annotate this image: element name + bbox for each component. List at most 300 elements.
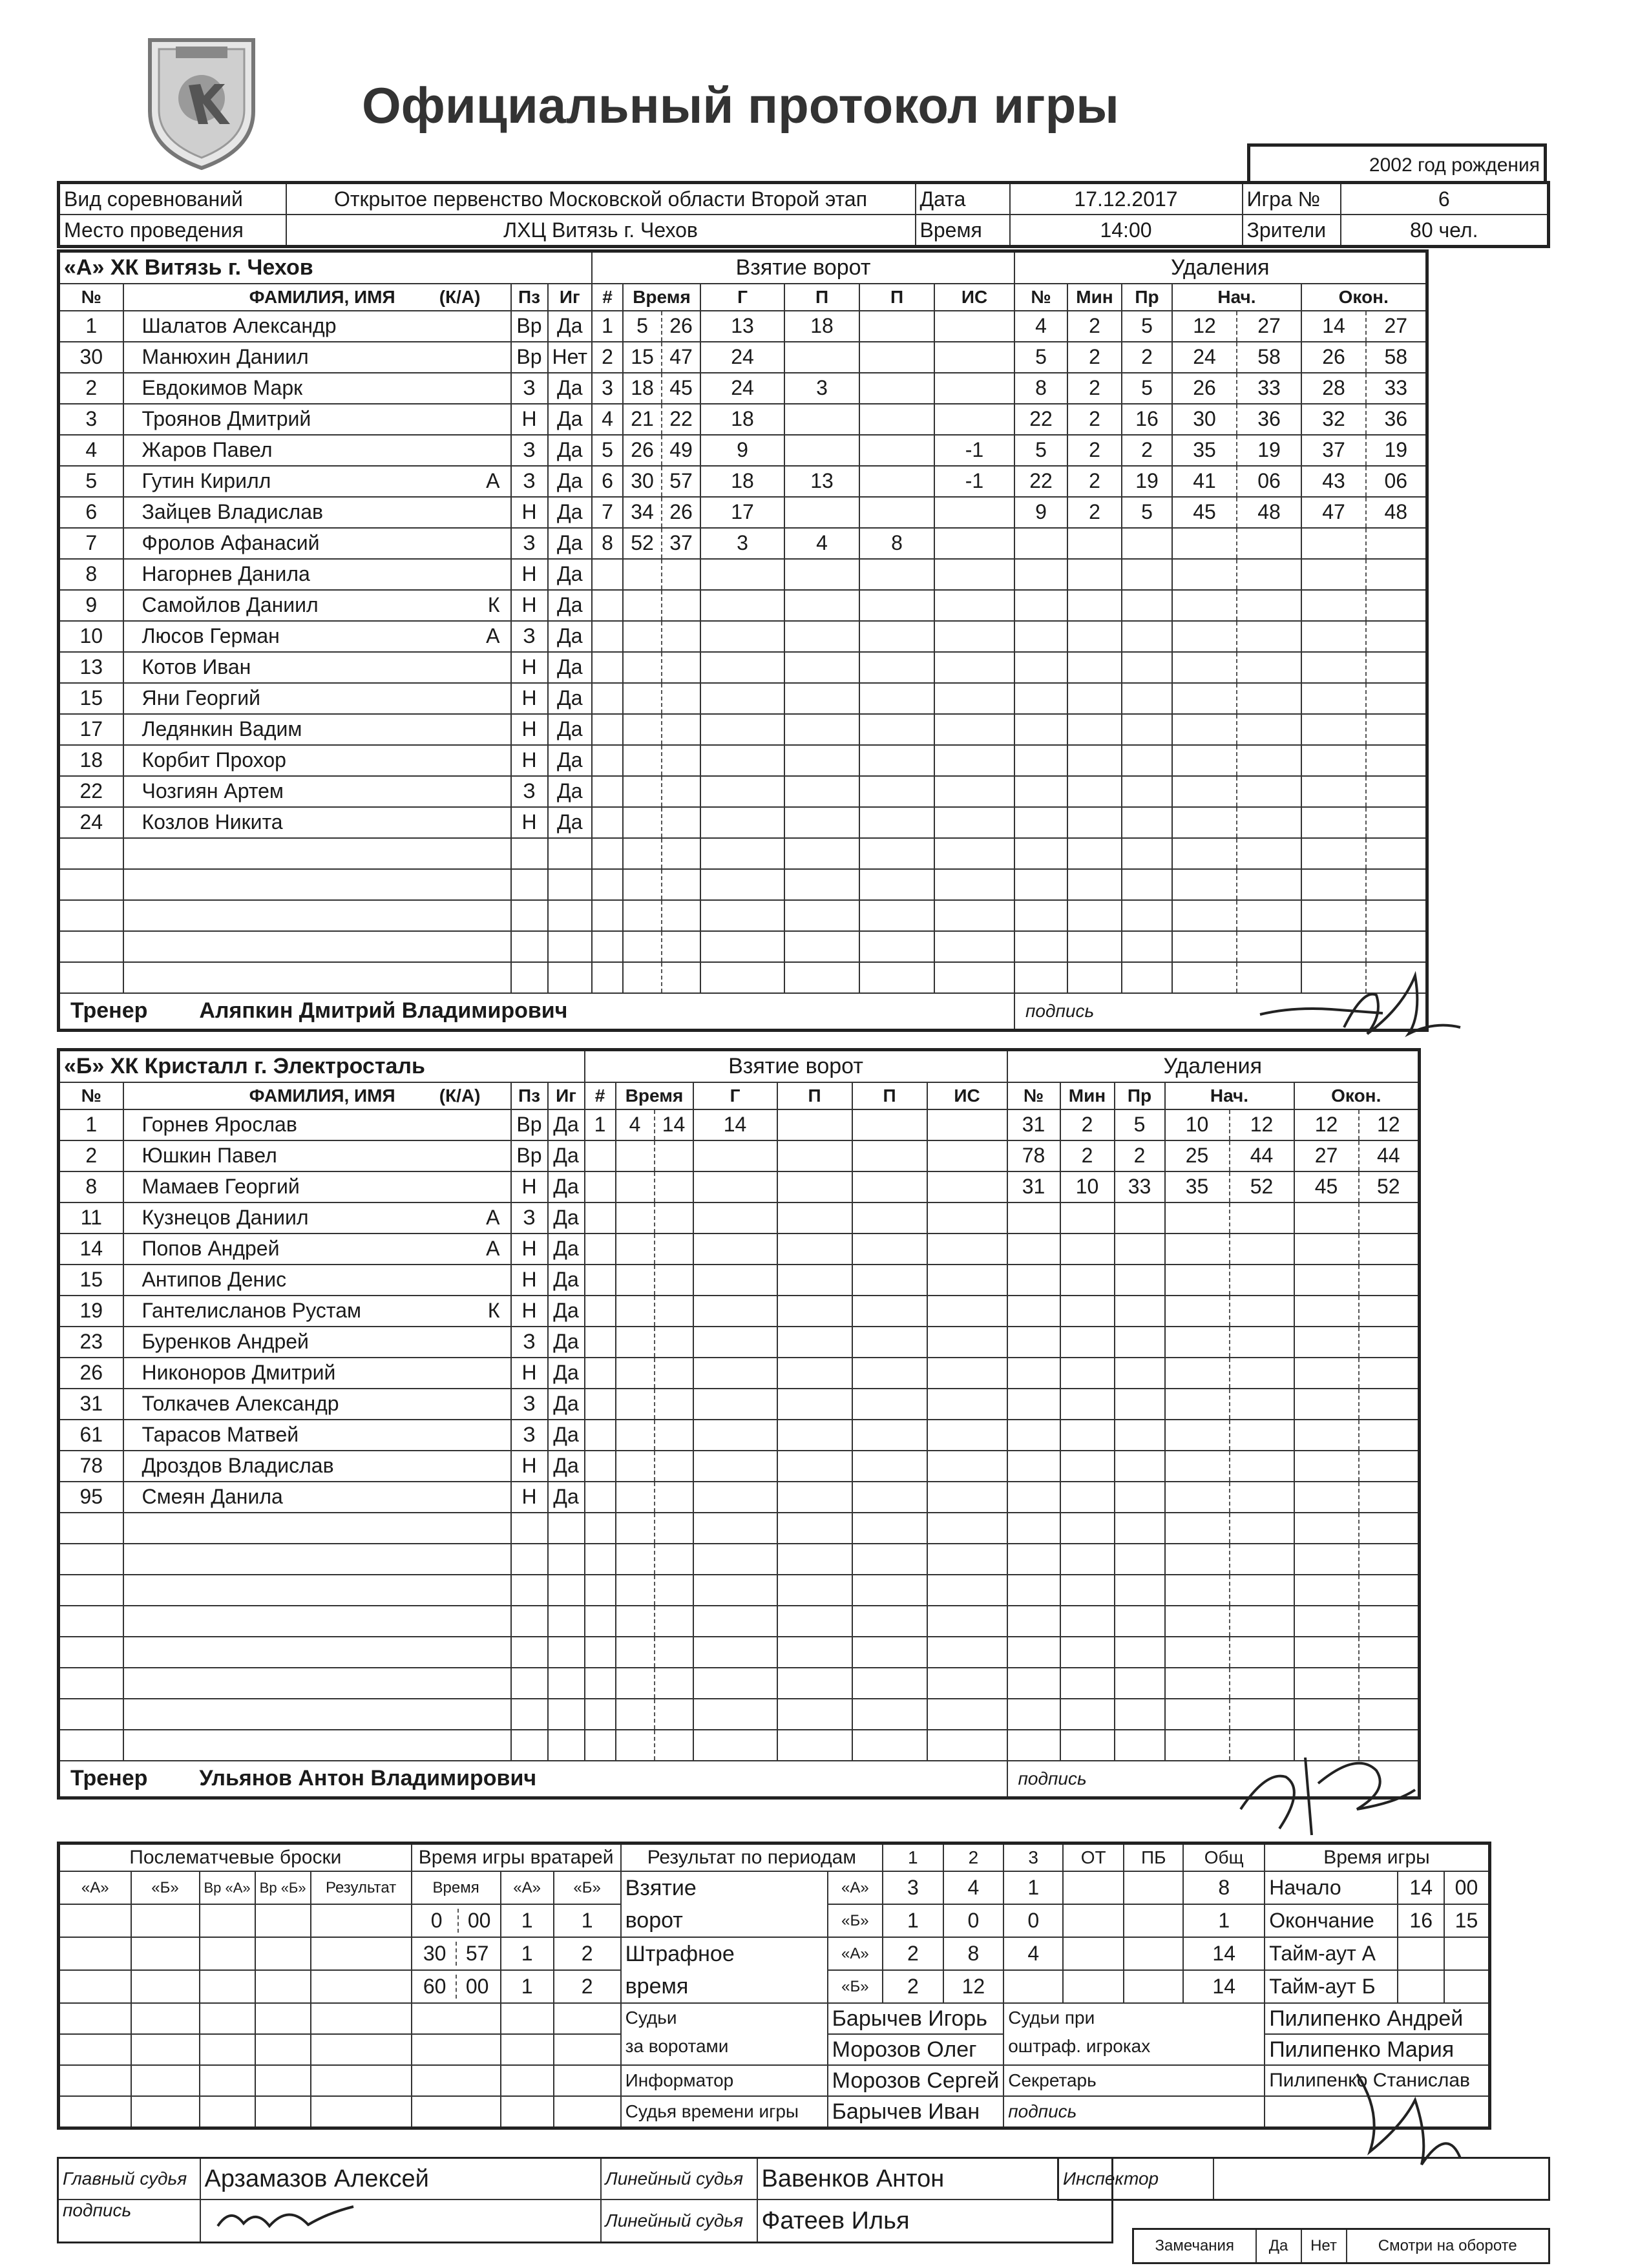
goals-b-p3: 0 xyxy=(1003,1904,1063,1937)
penalty-start-min: 12 xyxy=(1172,311,1237,342)
penalty-end-min xyxy=(1294,1544,1359,1575)
goals-b-ot xyxy=(1063,1904,1124,1937)
penalty-reason: 33 xyxy=(1115,1171,1165,1202)
goal-assist-1 xyxy=(777,1668,852,1699)
goal-assist-1 xyxy=(784,807,859,838)
remarks-table xyxy=(1132,2228,1550,2264)
player-name: Манюхин Даниил xyxy=(142,345,309,368)
goal-assist-1 xyxy=(784,838,859,869)
goal-assist-1 xyxy=(784,559,859,590)
goal-number: 1 xyxy=(585,1109,616,1140)
penalty-end-sec xyxy=(1359,1358,1420,1389)
goal-second: 49 xyxy=(662,435,700,466)
player-played xyxy=(548,1544,585,1575)
player-played: Да xyxy=(548,807,593,838)
goal-scorer xyxy=(700,714,784,745)
goal-assist-2 xyxy=(852,1699,927,1730)
penalty-minutes xyxy=(1067,745,1122,776)
penalty-end-min xyxy=(1294,1575,1359,1606)
goal-minute: 26 xyxy=(623,435,662,466)
penalty-reason xyxy=(1122,838,1172,869)
team-b-section xyxy=(57,1048,1421,1800)
penalty-end-sec xyxy=(1359,1265,1420,1296)
penalty-end-min xyxy=(1294,1637,1359,1668)
penalty-minutes xyxy=(1067,652,1122,683)
penalty-player: 31 xyxy=(1007,1109,1060,1140)
player-name-cell xyxy=(123,342,511,373)
spectators-value: 80 чел. xyxy=(1341,215,1549,247)
penalty-end-sec xyxy=(1359,1296,1420,1327)
coach-sign-label: подпись xyxy=(1018,1768,1087,1789)
goal-second xyxy=(655,1699,693,1730)
penalty-end-sec xyxy=(1359,1327,1420,1358)
player-number: 4 xyxy=(59,435,123,466)
penalty-start-sec xyxy=(1237,652,1301,683)
player-played: Да xyxy=(548,311,593,342)
penalty-end-min: 45 xyxy=(1294,1171,1359,1202)
penalty-end-min: 12 xyxy=(1294,1109,1359,1140)
penalty-end-min xyxy=(1301,745,1366,776)
player-name-cell xyxy=(123,311,511,342)
player-name-cell xyxy=(123,1606,511,1637)
goal-number: 7 xyxy=(592,497,623,528)
col-pen-min: Мин xyxy=(1067,284,1122,311)
penalty-reason xyxy=(1122,559,1172,590)
goal-scorer xyxy=(693,1420,777,1451)
penalty-start-sec xyxy=(1237,714,1301,745)
table-row xyxy=(59,1544,1420,1575)
player-name: Троянов Дмитрий xyxy=(142,407,311,430)
player-position: З xyxy=(511,435,548,466)
goal-assist-1 xyxy=(777,1699,852,1730)
penalty-reason: 16 xyxy=(1122,404,1172,435)
col-goal-g: Г xyxy=(700,284,784,311)
penalty-start-min xyxy=(1165,1637,1230,1668)
linesman-label-2: Линейный судья xyxy=(601,2200,757,2243)
goal-number: 3 xyxy=(592,373,623,404)
player-number: 22 xyxy=(59,776,123,807)
goal-assist-2 xyxy=(852,1109,927,1140)
penalty-end-min xyxy=(1301,869,1366,900)
goal-minute: 18 xyxy=(623,373,662,404)
penalty-reason xyxy=(1115,1327,1165,1358)
table-row xyxy=(59,1668,1420,1699)
page-title: Официальный протокол игры xyxy=(362,77,1119,134)
inspector-table xyxy=(1057,2157,1550,2201)
player-played xyxy=(548,1668,585,1699)
player-number: 14 xyxy=(59,1234,123,1265)
goal-strength xyxy=(927,1202,1007,1234)
player-position xyxy=(511,1544,548,1575)
player-name-cell xyxy=(123,869,511,900)
goal-assist-1 xyxy=(784,962,859,993)
goal-number xyxy=(585,1296,616,1327)
goals-b-p1: 1 xyxy=(883,1904,943,1937)
penalty-end-min xyxy=(1301,652,1366,683)
pen-a-ot xyxy=(1063,1937,1124,1970)
penalty-player xyxy=(1014,962,1067,993)
player-played: Да xyxy=(548,683,593,714)
player-position: Н xyxy=(511,1482,548,1513)
goal-assist-1 xyxy=(777,1420,852,1451)
goal-number xyxy=(585,1451,616,1482)
goal-minute xyxy=(616,1482,655,1513)
penalty-end-min xyxy=(1294,1265,1359,1296)
goal-second: 14 xyxy=(655,1109,693,1140)
player-position: Н xyxy=(511,714,548,745)
player-number xyxy=(59,1699,123,1730)
player-name-cell xyxy=(123,1140,511,1171)
col-goal-a1: П xyxy=(784,284,859,311)
player-name: Чозгиян Артем xyxy=(142,779,284,803)
penalty-end-min xyxy=(1294,1358,1359,1389)
player-name: Буренков Андрей xyxy=(142,1330,309,1353)
penalty-minutes xyxy=(1067,683,1122,714)
goals-b-pb xyxy=(1124,1904,1183,1937)
table-row xyxy=(59,807,1427,838)
penalty-end-sec xyxy=(1359,1699,1420,1730)
player-name: Ледянкин Вадим xyxy=(142,717,302,740)
goal-assist-2 xyxy=(859,683,934,714)
player-name: Смеян Данила xyxy=(142,1485,283,1508)
player-number: 15 xyxy=(59,683,123,714)
player-played: Да xyxy=(548,1171,585,1202)
goal-scorer: 3 xyxy=(700,528,784,559)
penalty-start-sec: 44 xyxy=(1230,1140,1294,1171)
player-position: Н xyxy=(511,1358,548,1389)
penalty-reason xyxy=(1115,1699,1165,1730)
penalty-start-sec: 33 xyxy=(1237,373,1301,404)
penalty-minutes: 2 xyxy=(1067,497,1122,528)
goal-number: 2 xyxy=(592,342,623,373)
goal-assist-1: 18 xyxy=(784,311,859,342)
goal-scorer xyxy=(693,1234,777,1265)
goal-second xyxy=(662,621,700,652)
table-row xyxy=(59,1327,1420,1358)
coach-cell xyxy=(59,1761,1007,1798)
goal-assist-2 xyxy=(859,776,934,807)
col-goal-a1: П xyxy=(777,1082,852,1109)
goal-number xyxy=(592,900,623,931)
penalty-start-sec: 12 xyxy=(1230,1109,1294,1140)
pen-b-total: 14 xyxy=(1183,1970,1265,2003)
penalty-player xyxy=(1007,1544,1060,1575)
penalty-reason xyxy=(1115,1389,1165,1420)
penalty-end-min xyxy=(1301,528,1366,559)
player-name-cell xyxy=(123,1420,511,1451)
game-number-value: 6 xyxy=(1341,183,1549,215)
player-number: 30 xyxy=(59,342,123,373)
coach-cell xyxy=(59,993,1015,1031)
penalty-start-sec xyxy=(1237,621,1301,652)
penalty-start-sec xyxy=(1230,1358,1294,1389)
period-2-header: 2 xyxy=(943,1843,1004,1872)
goal-scorer xyxy=(693,1513,777,1544)
goals-a-total: 8 xyxy=(1183,1871,1265,1904)
goal-number xyxy=(585,1234,616,1265)
penalty-player xyxy=(1007,1327,1060,1358)
penalty-start-min: 35 xyxy=(1172,435,1237,466)
goal-strength xyxy=(927,1606,1007,1637)
goal-assist-1 xyxy=(784,590,859,621)
goal-scorer xyxy=(700,621,784,652)
penalty-end-min xyxy=(1294,1699,1359,1730)
goal-assist-2 xyxy=(859,590,934,621)
penalty-player: 22 xyxy=(1014,404,1067,435)
player-name-cell xyxy=(123,1451,511,1482)
penalty-end-sec xyxy=(1366,869,1427,900)
penalty-start-min xyxy=(1172,528,1237,559)
penalty-start-sec xyxy=(1230,1296,1294,1327)
goalie-b-header: «Б» xyxy=(554,1871,621,1904)
timeout-b-label: Тайм-аут Б xyxy=(1265,1970,1398,2003)
penalty-reason xyxy=(1122,714,1172,745)
penalty-minutes xyxy=(1060,1296,1115,1327)
goal-scorer xyxy=(693,1544,777,1575)
penalty-start-min xyxy=(1165,1358,1230,1389)
goals-a-p2: 4 xyxy=(943,1871,1004,1904)
goal-number xyxy=(585,1699,616,1730)
goalie-row1-min: 0 xyxy=(430,1909,443,1932)
penalty-end-min xyxy=(1294,1482,1359,1513)
competition-label: Вид соревнований xyxy=(59,183,286,215)
goalie-row1-a: 1 xyxy=(501,1904,554,1937)
goal-number xyxy=(592,807,623,838)
pen-b-p1: 2 xyxy=(883,1970,943,2003)
player-number: 8 xyxy=(59,559,123,590)
penalty-minutes: 2 xyxy=(1060,1140,1115,1171)
penalty-start-min xyxy=(1165,1451,1230,1482)
penalty-reason xyxy=(1115,1544,1165,1575)
player-name-cell xyxy=(123,466,511,497)
player-name: Гутин Кирилл xyxy=(142,469,271,492)
goal-minute xyxy=(616,1451,655,1482)
goal-assist-2 xyxy=(859,311,934,342)
pen-a-team: «А» xyxy=(828,1937,883,1970)
goal-second: 26 xyxy=(662,497,700,528)
penalty-start-sec xyxy=(1230,1389,1294,1420)
penalty-minutes xyxy=(1060,1420,1115,1451)
penalty-end-sec xyxy=(1359,1513,1420,1544)
penalty-start-min: 26 xyxy=(1172,373,1237,404)
player-position xyxy=(511,838,548,869)
player-played: Да xyxy=(548,1389,585,1420)
penalty-start-min xyxy=(1172,838,1237,869)
goal-assist-1 xyxy=(777,1109,852,1140)
goal-assist-1 xyxy=(784,931,859,962)
penalty-reason: 2 xyxy=(1122,435,1172,466)
penalty-reason xyxy=(1115,1668,1165,1699)
goal-second xyxy=(662,683,700,714)
penalty-end-min xyxy=(1301,776,1366,807)
player-role: А xyxy=(486,624,500,647)
player-number: 19 xyxy=(59,1296,123,1327)
goal-minute xyxy=(616,1699,655,1730)
goal-second xyxy=(662,931,700,962)
table-row xyxy=(59,1575,1420,1606)
coach-sign-label: подпись xyxy=(1025,1000,1095,1021)
penalty-player xyxy=(1007,1202,1060,1234)
goal-judge-2: Морозов Олег xyxy=(828,2034,1004,2065)
goal-strength xyxy=(927,1389,1007,1420)
table-row xyxy=(59,869,1427,900)
goal-minute xyxy=(616,1265,655,1296)
penalty-start-sec xyxy=(1237,807,1301,838)
goal-minute xyxy=(623,931,662,962)
goal-assist-2 xyxy=(852,1140,927,1171)
goal-second xyxy=(662,869,700,900)
penalty-minutes xyxy=(1067,838,1122,869)
player-position xyxy=(511,1699,548,1730)
penalty-reason xyxy=(1115,1296,1165,1327)
player-played: Да xyxy=(548,1420,585,1451)
penalty-minutes xyxy=(1060,1637,1115,1668)
table-row xyxy=(59,528,1427,559)
player-position xyxy=(511,1637,548,1668)
penalty-start-sec xyxy=(1237,900,1301,931)
penalty-start-sec xyxy=(1230,1606,1294,1637)
player-number xyxy=(59,1575,123,1606)
goal-minute xyxy=(616,1202,655,1234)
goal-number: 8 xyxy=(592,528,623,559)
player-name: Шалатов Александр xyxy=(142,314,337,337)
penalty-minutes xyxy=(1067,559,1122,590)
player-name-cell xyxy=(123,1482,511,1513)
player-played: Нет xyxy=(548,342,593,373)
goal-number: 5 xyxy=(592,435,623,466)
goal-strength xyxy=(927,1544,1007,1575)
goal-strength xyxy=(934,528,1014,559)
penalty-minutes xyxy=(1067,900,1122,931)
goal-strength xyxy=(927,1420,1007,1451)
player-name-cell xyxy=(123,838,511,869)
penalty-start-sec: 19 xyxy=(1237,435,1301,466)
penalty-player xyxy=(1014,528,1067,559)
penalty-minutes xyxy=(1067,807,1122,838)
referee-signature-scribble xyxy=(205,2200,373,2236)
player-number: 2 xyxy=(59,373,123,404)
goalie-row3 xyxy=(412,1970,501,2003)
player-number xyxy=(59,1637,123,1668)
goal-strength xyxy=(927,1327,1007,1358)
player-number xyxy=(59,1668,123,1699)
player-position: З xyxy=(511,1202,548,1234)
goal-assist-1 xyxy=(777,1482,852,1513)
goal-number xyxy=(585,1606,616,1637)
referee-signature xyxy=(200,2200,601,2243)
penalty-reason: 5 xyxy=(1122,311,1172,342)
table-row xyxy=(59,466,1427,497)
penalty-end-min xyxy=(1294,1202,1359,1234)
player-position: З xyxy=(511,373,548,404)
player-number: 8 xyxy=(59,1171,123,1202)
goal-second xyxy=(662,776,700,807)
table-row xyxy=(59,745,1427,776)
goal-assist-2 xyxy=(859,435,934,466)
table-row xyxy=(59,1358,1420,1389)
goal-strength xyxy=(927,1482,1007,1513)
player-number xyxy=(59,1513,123,1544)
penalty-end-sec xyxy=(1359,1637,1420,1668)
penalty-player xyxy=(1007,1265,1060,1296)
penalty-end-min: 14 xyxy=(1301,311,1366,342)
col-goal-is: ИС xyxy=(927,1082,1007,1109)
game-time-title: Время игры xyxy=(1265,1843,1489,1872)
goal-strength: -1 xyxy=(934,466,1014,497)
player-number: 17 xyxy=(59,714,123,745)
team-a-section xyxy=(57,249,1429,1032)
goal-assist-1 xyxy=(777,1327,852,1358)
penalty-end-sec: 52 xyxy=(1359,1171,1420,1202)
penalty-minutes xyxy=(1060,1234,1115,1265)
col-pen-reason: Пр xyxy=(1115,1082,1165,1109)
player-number xyxy=(59,838,123,869)
shootout-goalie-b-header: Вр «Б» xyxy=(255,1871,311,1904)
player-played: Да xyxy=(548,559,593,590)
penalty-player xyxy=(1007,1296,1060,1327)
penalty-judges-line1: Судьи при xyxy=(1008,2008,1095,2028)
penalty-minutes: 2 xyxy=(1067,373,1122,404)
penalty-reason xyxy=(1122,652,1172,683)
goal-strength xyxy=(934,652,1014,683)
player-name-cell xyxy=(123,1544,511,1575)
penalty-player: 4 xyxy=(1014,311,1067,342)
goal-assist-1 xyxy=(777,1730,852,1761)
penalty-start-sec xyxy=(1230,1513,1294,1544)
penalty-start-sec xyxy=(1237,683,1301,714)
goalie-row3-min: 60 xyxy=(423,1975,446,1998)
goal-assist-1 xyxy=(777,1637,852,1668)
penalty-end-min xyxy=(1301,590,1366,621)
penalty-end-min xyxy=(1301,838,1366,869)
penalty-player: 78 xyxy=(1007,1140,1060,1171)
player-played xyxy=(548,900,593,931)
goal-minute xyxy=(616,1140,655,1171)
penalty-start-min xyxy=(1165,1668,1230,1699)
goal-assist-1 xyxy=(784,652,859,683)
goal-second xyxy=(662,590,700,621)
goal-number xyxy=(585,1575,616,1606)
player-name: Яни Георгий xyxy=(142,686,261,709)
player-position xyxy=(511,962,548,993)
goal-assist-2 xyxy=(852,1544,927,1575)
penalty-start-min xyxy=(1165,1296,1230,1327)
goal-assist-1: 13 xyxy=(784,466,859,497)
player-name-cell xyxy=(123,1575,511,1606)
penalty-start-min: 25 xyxy=(1165,1140,1230,1171)
table-row xyxy=(59,683,1427,714)
player-name-cell xyxy=(123,745,511,776)
goal-scorer xyxy=(700,900,784,931)
goalie-a-header: «А» xyxy=(501,1871,554,1904)
table-row xyxy=(59,1389,1420,1420)
goal-scorer xyxy=(693,1606,777,1637)
player-position: Н xyxy=(511,1234,548,1265)
penalty-end-sec xyxy=(1359,1544,1420,1575)
goal-assist-2 xyxy=(852,1234,927,1265)
player-number: 95 xyxy=(59,1482,123,1513)
col-pen-num: № xyxy=(1014,284,1067,311)
goalie-row1-sec: 00 xyxy=(457,1909,500,1933)
col-goal-time: Время xyxy=(623,284,700,311)
penalty-reason xyxy=(1115,1234,1165,1265)
player-name: Люсов Герман xyxy=(142,624,280,647)
penalty-start-min xyxy=(1165,1730,1230,1761)
goal-number xyxy=(592,621,623,652)
penalty-start-sec xyxy=(1230,1451,1294,1482)
player-name-cell xyxy=(123,435,511,466)
goal-scorer xyxy=(693,1699,777,1730)
